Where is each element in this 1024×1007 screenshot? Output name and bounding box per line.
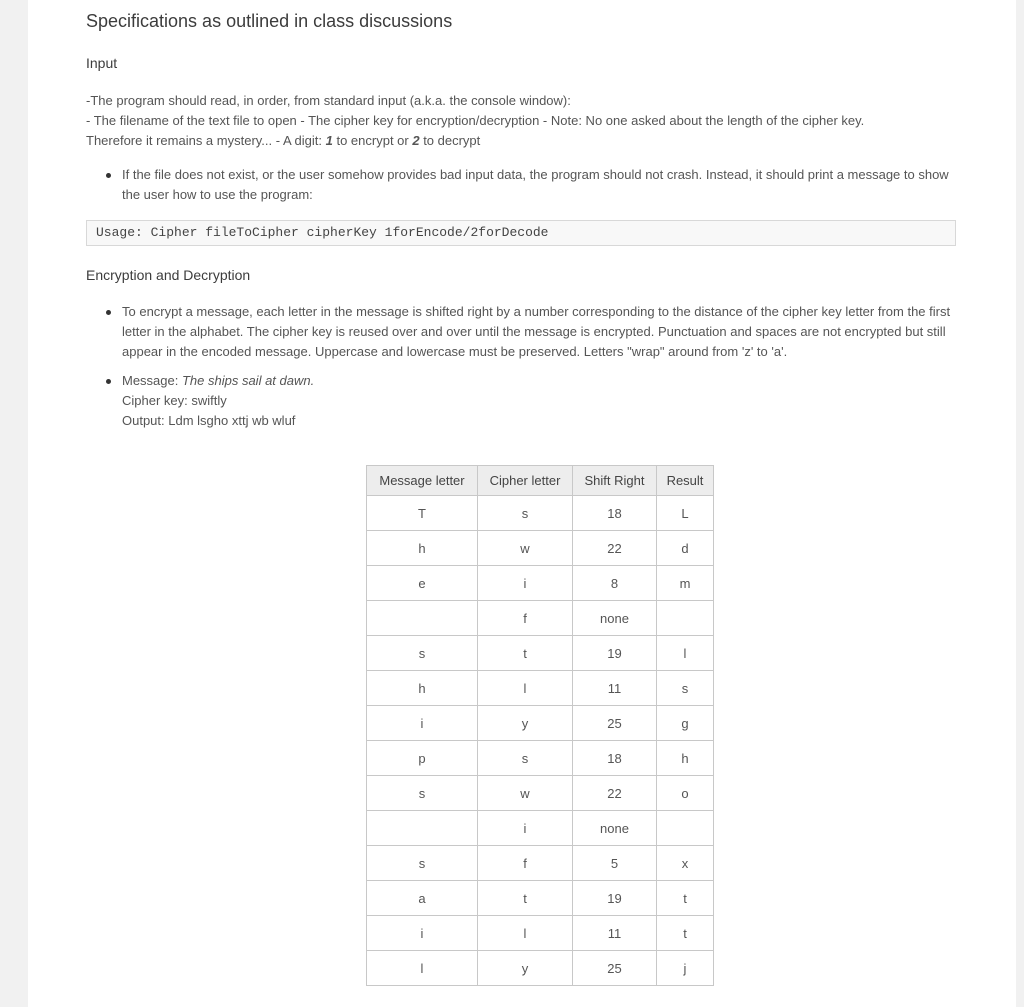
usage-code-block: Usage: Cipher fileToCipher cipherKey 1forEncode/2forDecode xyxy=(86,220,956,246)
shift-right-cell: 11 xyxy=(573,916,657,951)
encryption-rule-bullet: To encrypt a message, each letter in the message is shifted right by a number corresponding to the distance of the cipher key letter from the first letter in the alphabet. The cipher key is reused over and over until the message is encrypted. Punctuation and spaces are not encrypted but still appear in the encoded message. Uppercase and lowercase must be preserved. Letters "wrap" around from 'z' to 'a'. xyxy=(86,302,958,362)
table-row xyxy=(367,776,714,811)
header-shift-right: Shift Right xyxy=(573,466,657,496)
table-row xyxy=(367,741,714,776)
shift-right-cell: 5 xyxy=(573,846,657,881)
header-result: Result xyxy=(657,466,714,496)
result-cell: t xyxy=(657,916,714,951)
example-bullet xyxy=(86,371,958,431)
shift-right-cell: 25 xyxy=(573,951,657,986)
input-line-2: - The filename of the text file to open - The cipher key for encryption/decryption - Note: No one asked about the length of the cipher key. xyxy=(86,113,865,128)
table-row xyxy=(367,951,714,986)
message-value: The ships sail at dawn. xyxy=(181,373,315,388)
cipher-letter-cell: f xyxy=(478,846,573,881)
cipher-letter-cell: w xyxy=(478,776,573,811)
header-message-letter: Message letter xyxy=(367,466,478,496)
table-row xyxy=(367,601,714,636)
table-header-row xyxy=(367,466,714,496)
message-letter-cell: s xyxy=(367,776,478,811)
message-letter-cell: l xyxy=(367,951,478,986)
table-row xyxy=(367,496,714,531)
result-cell: d xyxy=(657,531,714,566)
message-letter-cell xyxy=(367,601,478,636)
shift-right-cell: 18 xyxy=(573,496,657,531)
message-letter-cell: a xyxy=(367,881,478,916)
page-title: Specifications as outlined in class discussions xyxy=(86,11,453,31)
digit-encrypt: 1 xyxy=(325,133,333,148)
cipher-letter-cell: i xyxy=(478,566,573,601)
result-cell xyxy=(657,811,714,846)
cipher-letter-cell: l xyxy=(478,671,573,706)
cipher-letter-cell: y xyxy=(478,951,573,986)
result-cell: h xyxy=(657,741,714,776)
cipher-table xyxy=(366,465,714,986)
table-row xyxy=(367,811,714,846)
result-cell: m xyxy=(657,566,714,601)
shift-right-cell: none xyxy=(573,601,657,636)
input-line-3-end: to decrypt xyxy=(419,133,481,148)
message-letter-cell: s xyxy=(367,636,478,671)
shift-right-cell: 8 xyxy=(573,566,657,601)
input-heading: Input xyxy=(86,55,118,71)
cipher-letter-cell: l xyxy=(478,916,573,951)
input-line-3-mid: to encrypt or xyxy=(332,133,413,148)
cipher-letter-cell: w xyxy=(478,531,573,566)
shift-right-cell: none xyxy=(573,811,657,846)
output-line: Output: Ldm lsgho xttj wb wluf xyxy=(122,413,296,428)
result-cell: x xyxy=(657,846,714,881)
result-cell: L xyxy=(657,496,714,531)
result-cell: l xyxy=(657,636,714,671)
shift-right-cell: 25 xyxy=(573,706,657,741)
result-cell: s xyxy=(657,671,714,706)
cipher-letter-cell: t xyxy=(478,881,573,916)
message-letter-cell: h xyxy=(367,671,478,706)
input-description xyxy=(86,91,956,151)
cipher-letter-cell: i xyxy=(478,811,573,846)
message-letter-cell: i xyxy=(367,706,478,741)
shift-right-cell: 11 xyxy=(573,671,657,706)
shift-right-cell: 22 xyxy=(573,531,657,566)
message-letter-cell: T xyxy=(367,496,478,531)
message-label: Message: xyxy=(122,373,182,388)
message-letter-cell: s xyxy=(367,846,478,881)
table-row xyxy=(367,671,714,706)
encryption-heading: Encryption and Decryption xyxy=(86,267,251,283)
table-row xyxy=(367,566,714,601)
message-letter-cell: e xyxy=(367,566,478,601)
cipher-letter-cell: y xyxy=(478,706,573,741)
result-cell: g xyxy=(657,706,714,741)
cipher-letter-cell: s xyxy=(478,496,573,531)
input-line-1: -The program should read, in order, from standard input (a.k.a. the console window): xyxy=(86,93,571,108)
message-letter-cell xyxy=(367,811,478,846)
table-row xyxy=(367,916,714,951)
cipher-key-line: Cipher key: swiftly xyxy=(122,393,227,408)
header-cipher-letter: Cipher letter xyxy=(478,466,573,496)
input-line-3-start: Therefore it remains a mystery... - A digit: xyxy=(86,133,326,148)
result-cell: o xyxy=(657,776,714,811)
table-body xyxy=(367,496,714,986)
digit-decrypt: 2 xyxy=(412,133,420,148)
table-row xyxy=(367,636,714,671)
shift-right-cell: 18 xyxy=(573,741,657,776)
cipher-letter-cell: t xyxy=(478,636,573,671)
cipher-letter-cell: f xyxy=(478,601,573,636)
result-cell xyxy=(657,601,714,636)
cipher-letter-cell: s xyxy=(478,741,573,776)
encryption-bullets xyxy=(86,302,958,431)
table-row xyxy=(367,531,714,566)
document-page xyxy=(28,0,1016,1007)
shift-right-cell: 22 xyxy=(573,776,657,811)
shift-right-cell: 19 xyxy=(573,881,657,916)
result-cell: j xyxy=(657,951,714,986)
message-letter-cell: i xyxy=(367,916,478,951)
shift-right-cell: 19 xyxy=(573,636,657,671)
table-row xyxy=(367,706,714,741)
table-row xyxy=(367,846,714,881)
message-letter-cell: h xyxy=(367,531,478,566)
bad-input-bullet: If the file does not exist, or the user somehow provides bad input data, the program should not crash. Instead, it should print a message to show the user how to use the program: xyxy=(86,165,958,205)
result-cell: t xyxy=(657,881,714,916)
table-row xyxy=(367,881,714,916)
message-letter-cell: p xyxy=(367,741,478,776)
input-bullets xyxy=(86,165,958,205)
